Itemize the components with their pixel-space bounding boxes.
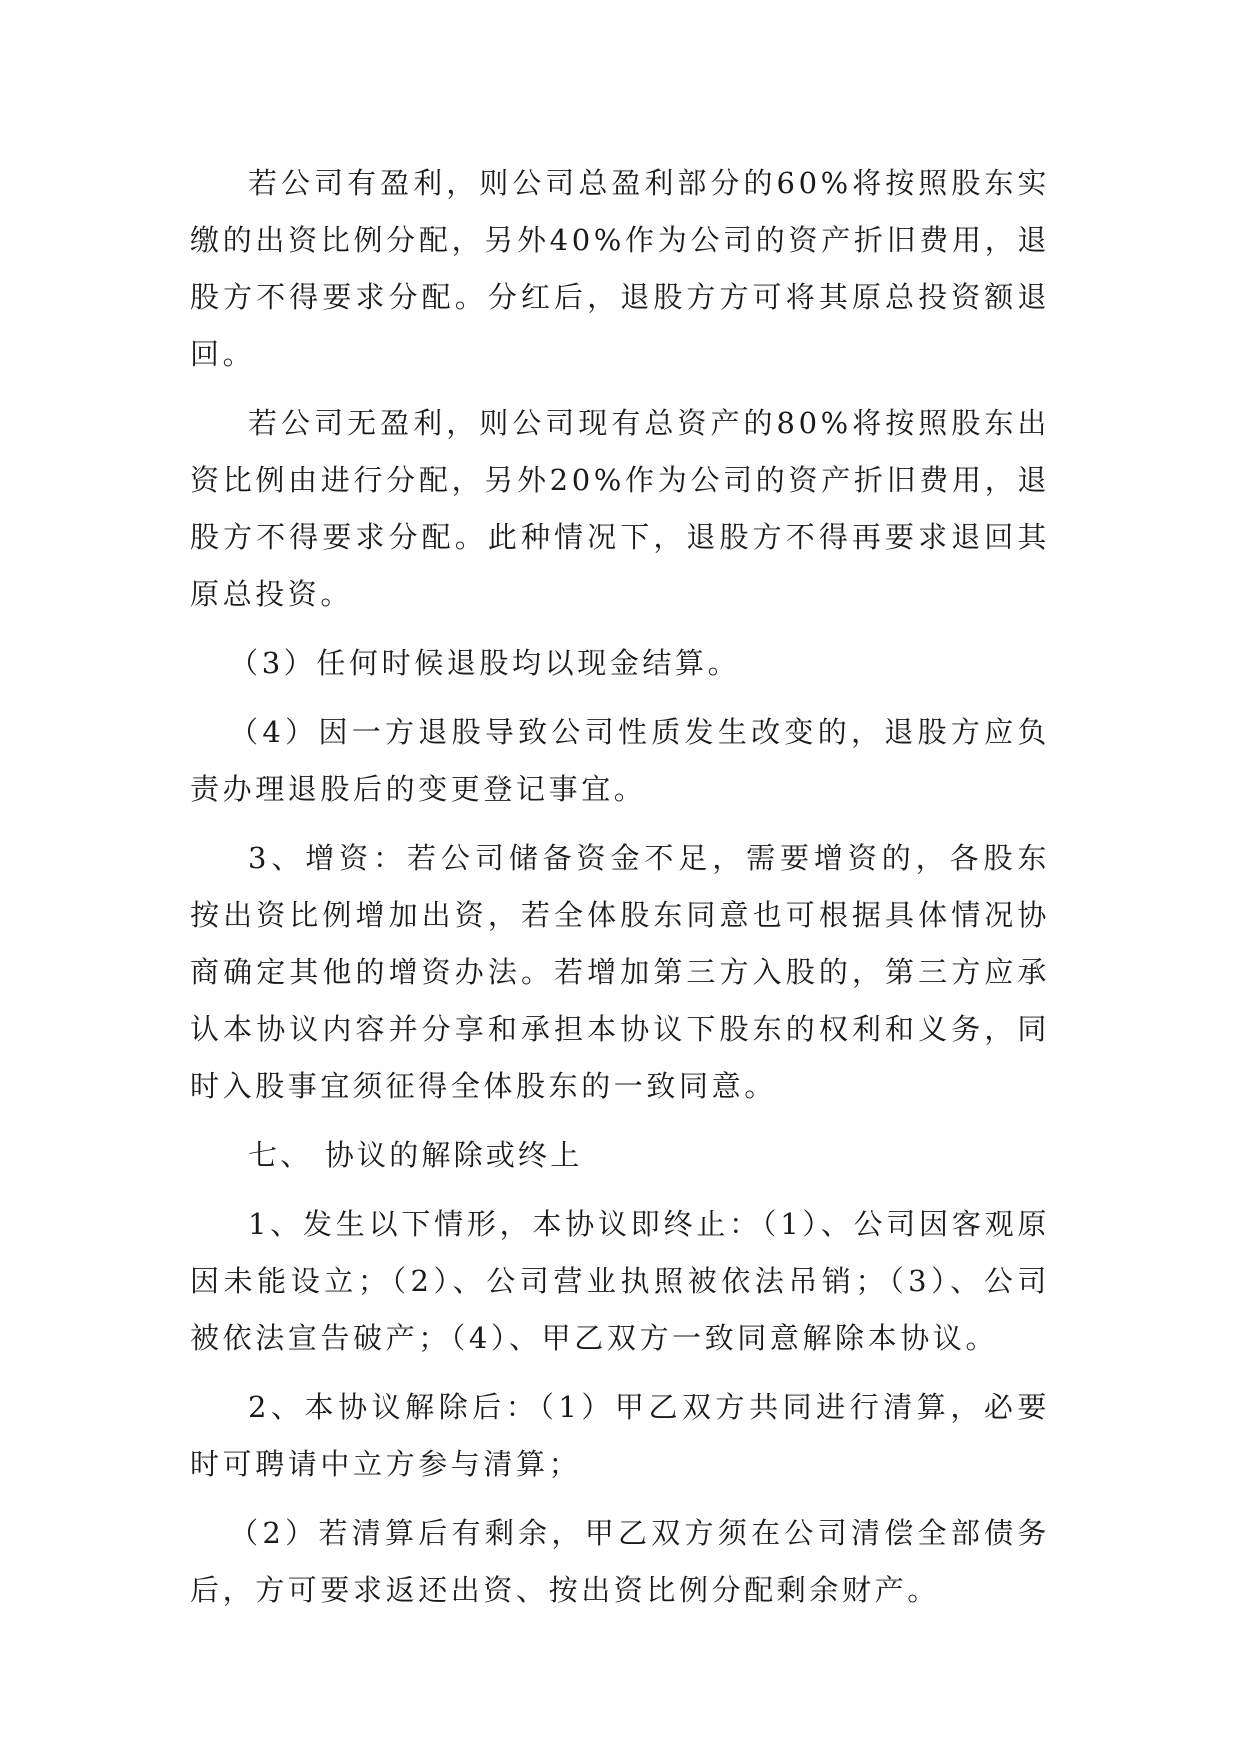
- paragraph-remaining-assets: （2）若清算后有剩余，甲乙双方须在公司清偿全部债务后，方可要求返还出资、按出资比例分配剩余财产。: [190, 1516, 1050, 1607]
- paragraph-cash-settlement: （3）任何时候退股均以现金结算。: [229, 646, 741, 680]
- paragraph-capital-increase: 3、增资：若公司储备资金不足，需要增资的，各股东按出资比例增加出资，若全体股东同意也可根据具体情况协商确定其他的增资办法。若增加第三方入股的，第三方应承认本协议内容并分享和承担本协议下股东的权利和义务，同时入股事宜须征得全体股东的一致同意。: [190, 841, 1050, 1103]
- paragraph-liquidation: 2、本协议解除后：（1）甲乙双方共同进行清算，必要时可聘请中立方参与清算；: [190, 1390, 1050, 1481]
- paragraph-no-profit: 若公司无盈利，则公司现有总资产的80%将按照股东出资比例由进行分配，另外20%作为公司的资产折旧费用，退股方不得要求分配。此种情况下，退股方不得再要求退回其原总投资。: [190, 406, 1050, 611]
- section-heading-termination: 七、 协议的解除或终上: [248, 1138, 583, 1172]
- paragraph-profit: 若公司有盈利，则公司总盈利部分的60%将按照股东实缴的出资比例分配，另外40%作为公司的资产折旧费用，退股方不得要求分配。分红后，退股方方可将其原总投资额退回。: [190, 166, 1050, 371]
- paragraph-termination-conditions: 1、发生以下情形，本协议即终止：（1）、公司因客观原因未能设立；（2）、公司营业执照被依法吊销；（3）、公司被依法宣告破产；（4）、甲乙双方一致同意解除本协议。: [190, 1207, 1050, 1355]
- paragraph-change-registration: （4）因一方退股导致公司性质发生改变的，退股方应负责办理退股后的变更登记事宜。: [190, 715, 1050, 806]
- document-page: [190, 155, 1050, 1631]
